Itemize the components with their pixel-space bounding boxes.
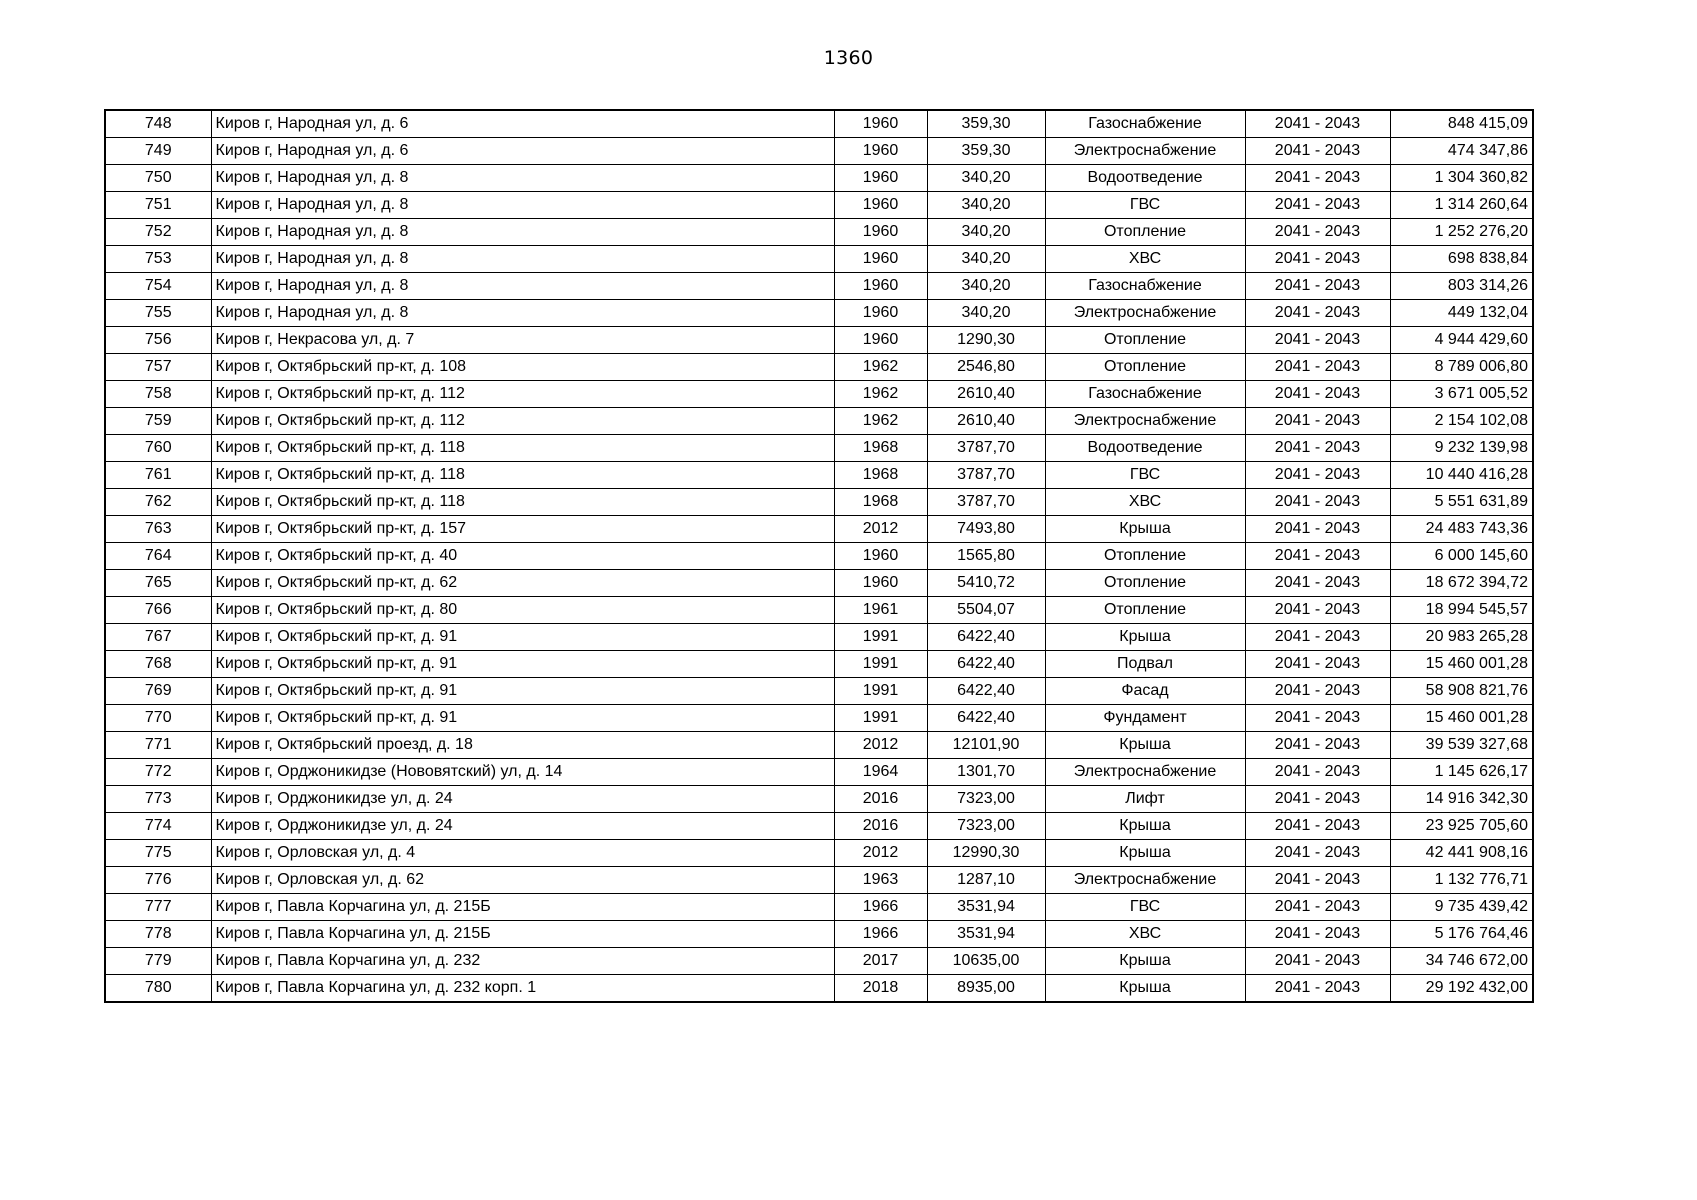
cost-cell: 58 908 821,76	[1390, 678, 1533, 705]
address-cell: Киров г, Октябрьский пр-кт, д. 91	[211, 624, 834, 651]
area-cell: 340,20	[927, 219, 1045, 246]
address-cell: Киров г, Октябрьский пр-кт, д. 118	[211, 435, 834, 462]
work-type-cell: Электроснабжение	[1045, 300, 1245, 327]
address-cell: Киров г, Октябрьский пр-кт, д. 112	[211, 381, 834, 408]
period-cell: 2041 - 2043	[1245, 273, 1390, 300]
table-row	[105, 138, 1533, 165]
work-type-cell: Электроснабжение	[1045, 408, 1245, 435]
period-cell: 2041 - 2043	[1245, 327, 1390, 354]
build-year-cell: 1960	[834, 219, 927, 246]
address-cell: Киров г, Народная ул, д. 6	[211, 138, 834, 165]
period-cell: 2041 - 2043	[1245, 381, 1390, 408]
row-number-cell: 773	[105, 786, 211, 813]
table-row	[105, 975, 1533, 1003]
area-cell: 3531,94	[927, 894, 1045, 921]
table-row	[105, 759, 1533, 786]
table-row	[105, 462, 1533, 489]
table-row	[105, 570, 1533, 597]
table-row	[105, 624, 1533, 651]
cost-cell: 2 154 102,08	[1390, 408, 1533, 435]
work-type-cell: Отопление	[1045, 543, 1245, 570]
period-cell: 2041 - 2043	[1245, 435, 1390, 462]
cost-cell: 6 000 145,60	[1390, 543, 1533, 570]
period-cell: 2041 - 2043	[1245, 651, 1390, 678]
table-row	[105, 732, 1533, 759]
area-cell: 1301,70	[927, 759, 1045, 786]
address-cell: Киров г, Октябрьский пр-кт, д. 40	[211, 543, 834, 570]
row-number-cell: 763	[105, 516, 211, 543]
work-type-cell: Крыша	[1045, 975, 1245, 1003]
address-cell: Киров г, Орджоникидзе ул, д. 24	[211, 813, 834, 840]
table-row	[105, 300, 1533, 327]
area-cell: 6422,40	[927, 678, 1045, 705]
row-number-cell: 761	[105, 462, 211, 489]
work-type-cell: Отопление	[1045, 597, 1245, 624]
address-cell: Киров г, Октябрьский пр-кт, д. 91	[211, 651, 834, 678]
build-year-cell: 1962	[834, 354, 927, 381]
build-year-cell: 2016	[834, 786, 927, 813]
build-year-cell: 2012	[834, 516, 927, 543]
work-type-cell: Водоотведение	[1045, 165, 1245, 192]
cost-cell: 1 314 260,64	[1390, 192, 1533, 219]
area-cell: 8935,00	[927, 975, 1045, 1003]
build-year-cell: 2012	[834, 732, 927, 759]
work-type-cell: Фасад	[1045, 678, 1245, 705]
address-cell: Киров г, Октябрьский пр-кт, д. 91	[211, 705, 834, 732]
row-number-cell: 777	[105, 894, 211, 921]
address-cell: Киров г, Народная ул, д. 6	[211, 110, 834, 138]
table-row	[105, 435, 1533, 462]
address-cell: Киров г, Народная ул, д. 8	[211, 300, 834, 327]
cost-cell: 18 672 394,72	[1390, 570, 1533, 597]
row-number-cell: 755	[105, 300, 211, 327]
area-cell: 3531,94	[927, 921, 1045, 948]
table-body	[105, 110, 1533, 1002]
area-cell: 5504,07	[927, 597, 1045, 624]
area-cell: 1565,80	[927, 543, 1045, 570]
work-type-cell: ХВС	[1045, 489, 1245, 516]
build-year-cell: 1960	[834, 273, 927, 300]
build-year-cell: 1991	[834, 705, 927, 732]
area-cell: 1287,10	[927, 867, 1045, 894]
row-number-cell: 769	[105, 678, 211, 705]
address-cell: Киров г, Орловская ул, д. 62	[211, 867, 834, 894]
build-year-cell: 1960	[834, 570, 927, 597]
build-year-cell: 1968	[834, 435, 927, 462]
build-year-cell: 1960	[834, 165, 927, 192]
work-type-cell: Газоснабжение	[1045, 381, 1245, 408]
build-year-cell: 1960	[834, 246, 927, 273]
build-year-cell: 1966	[834, 894, 927, 921]
cost-cell: 698 838,84	[1390, 246, 1533, 273]
row-number-cell: 762	[105, 489, 211, 516]
work-type-cell: Крыша	[1045, 840, 1245, 867]
build-year-cell: 1960	[834, 300, 927, 327]
table-row	[105, 246, 1533, 273]
area-cell: 6422,40	[927, 705, 1045, 732]
row-number-cell: 764	[105, 543, 211, 570]
cost-cell: 39 539 327,68	[1390, 732, 1533, 759]
area-cell: 12990,30	[927, 840, 1045, 867]
address-cell: Киров г, Народная ул, д. 8	[211, 246, 834, 273]
row-number-cell: 760	[105, 435, 211, 462]
period-cell: 2041 - 2043	[1245, 732, 1390, 759]
work-type-cell: Крыша	[1045, 516, 1245, 543]
area-cell: 7323,00	[927, 813, 1045, 840]
address-cell: Киров г, Октябрьский пр-кт, д. 112	[211, 408, 834, 435]
period-cell: 2041 - 2043	[1245, 408, 1390, 435]
period-cell: 2041 - 2043	[1245, 975, 1390, 1003]
row-number-cell: 754	[105, 273, 211, 300]
period-cell: 2041 - 2043	[1245, 894, 1390, 921]
address-cell: Киров г, Народная ул, д. 8	[211, 165, 834, 192]
area-cell: 2610,40	[927, 381, 1045, 408]
build-year-cell: 1968	[834, 462, 927, 489]
work-type-cell: Крыша	[1045, 624, 1245, 651]
table-row	[105, 273, 1533, 300]
work-type-cell: Электроснабжение	[1045, 867, 1245, 894]
area-cell: 1290,30	[927, 327, 1045, 354]
row-number-cell: 759	[105, 408, 211, 435]
cost-cell: 29 192 432,00	[1390, 975, 1533, 1003]
work-type-cell: Отопление	[1045, 219, 1245, 246]
cost-cell: 18 994 545,57	[1390, 597, 1533, 624]
address-cell: Киров г, Орджоникидзе (Нововятский) ул, д. 14	[211, 759, 834, 786]
table-row	[105, 867, 1533, 894]
row-number-cell: 775	[105, 840, 211, 867]
table-row	[105, 408, 1533, 435]
cost-cell: 9 735 439,42	[1390, 894, 1533, 921]
table-row	[105, 516, 1533, 543]
period-cell: 2041 - 2043	[1245, 246, 1390, 273]
address-cell: Киров г, Орджоникидзе ул, д. 24	[211, 786, 834, 813]
work-type-cell: Отопление	[1045, 354, 1245, 381]
area-cell: 2546,80	[927, 354, 1045, 381]
cost-cell: 8 789 006,80	[1390, 354, 1533, 381]
work-type-cell: ХВС	[1045, 246, 1245, 273]
row-number-cell: 772	[105, 759, 211, 786]
address-cell: Киров г, Орловская ул, д. 4	[211, 840, 834, 867]
cost-cell: 1 132 776,71	[1390, 867, 1533, 894]
row-number-cell: 765	[105, 570, 211, 597]
cost-cell: 23 925 705,60	[1390, 813, 1533, 840]
period-cell: 2041 - 2043	[1245, 192, 1390, 219]
work-type-cell: Крыша	[1045, 732, 1245, 759]
address-cell: Киров г, Октябрьский пр-кт, д. 157	[211, 516, 834, 543]
row-number-cell: 780	[105, 975, 211, 1003]
build-year-cell: 2018	[834, 975, 927, 1003]
cost-cell: 42 441 908,16	[1390, 840, 1533, 867]
build-year-cell: 1968	[834, 489, 927, 516]
build-year-cell: 2012	[834, 840, 927, 867]
area-cell: 3787,70	[927, 435, 1045, 462]
table-row	[105, 651, 1533, 678]
area-cell: 340,20	[927, 246, 1045, 273]
build-year-cell: 1962	[834, 381, 927, 408]
cost-cell: 24 483 743,36	[1390, 516, 1533, 543]
row-number-cell: 768	[105, 651, 211, 678]
work-type-cell: ХВС	[1045, 921, 1245, 948]
area-cell: 3787,70	[927, 489, 1045, 516]
table-row	[105, 597, 1533, 624]
area-cell: 2610,40	[927, 408, 1045, 435]
row-number-cell: 753	[105, 246, 211, 273]
table-row	[105, 381, 1533, 408]
area-cell: 340,20	[927, 165, 1045, 192]
table-row	[105, 354, 1533, 381]
table-row	[105, 489, 1533, 516]
period-cell: 2041 - 2043	[1245, 678, 1390, 705]
area-cell: 7323,00	[927, 786, 1045, 813]
area-cell: 3787,70	[927, 462, 1045, 489]
period-cell: 2041 - 2043	[1245, 300, 1390, 327]
build-year-cell: 1960	[834, 543, 927, 570]
row-number-cell: 770	[105, 705, 211, 732]
row-number-cell: 778	[105, 921, 211, 948]
table-row	[105, 327, 1533, 354]
address-cell: Киров г, Октябрьский пр-кт, д. 91	[211, 678, 834, 705]
row-number-cell: 779	[105, 948, 211, 975]
table-row	[105, 786, 1533, 813]
cost-cell: 20 983 265,28	[1390, 624, 1533, 651]
cost-cell: 1 252 276,20	[1390, 219, 1533, 246]
period-cell: 2041 - 2043	[1245, 867, 1390, 894]
area-cell: 6422,40	[927, 624, 1045, 651]
work-type-cell: Фундамент	[1045, 705, 1245, 732]
cost-cell: 1 304 360,82	[1390, 165, 1533, 192]
cost-cell: 1 145 626,17	[1390, 759, 1533, 786]
address-cell: Киров г, Народная ул, д. 8	[211, 273, 834, 300]
address-cell: Киров г, Павла Корчагина ул, д. 215Б	[211, 894, 834, 921]
page-number: 1360	[823, 47, 874, 69]
area-cell: 12101,90	[927, 732, 1045, 759]
address-cell: Киров г, Народная ул, д. 8	[211, 192, 834, 219]
row-number-cell: 751	[105, 192, 211, 219]
repair-schedule-table	[104, 109, 1534, 1003]
table-row	[105, 678, 1533, 705]
cost-cell: 9 232 139,98	[1390, 435, 1533, 462]
period-cell: 2041 - 2043	[1245, 110, 1390, 138]
address-cell: Киров г, Октябрьский пр-кт, д. 118	[211, 462, 834, 489]
cost-cell: 15 460 001,28	[1390, 705, 1533, 732]
work-type-cell: Отопление	[1045, 327, 1245, 354]
table-row	[105, 192, 1533, 219]
build-year-cell: 2016	[834, 813, 927, 840]
area-cell: 359,30	[927, 110, 1045, 138]
period-cell: 2041 - 2043	[1245, 354, 1390, 381]
period-cell: 2041 - 2043	[1245, 786, 1390, 813]
cost-cell: 4 944 429,60	[1390, 327, 1533, 354]
build-year-cell: 1991	[834, 624, 927, 651]
work-type-cell: Лифт	[1045, 786, 1245, 813]
table-row	[105, 165, 1533, 192]
area-cell: 7493,80	[927, 516, 1045, 543]
cost-cell: 803 314,26	[1390, 273, 1533, 300]
period-cell: 2041 - 2043	[1245, 165, 1390, 192]
row-number-cell: 774	[105, 813, 211, 840]
area-cell: 340,20	[927, 273, 1045, 300]
table-row	[105, 948, 1533, 975]
row-number-cell: 748	[105, 110, 211, 138]
address-cell: Киров г, Октябрьский пр-кт, д. 118	[211, 489, 834, 516]
period-cell: 2041 - 2043	[1245, 516, 1390, 543]
row-number-cell: 767	[105, 624, 211, 651]
address-cell: Киров г, Некрасова ул, д. 7	[211, 327, 834, 354]
address-cell: Киров г, Октябрьский пр-кт, д. 80	[211, 597, 834, 624]
period-cell: 2041 - 2043	[1245, 840, 1390, 867]
build-year-cell: 1966	[834, 921, 927, 948]
address-cell: Киров г, Народная ул, д. 8	[211, 219, 834, 246]
build-year-cell: 1960	[834, 327, 927, 354]
address-cell: Киров г, Октябрьский пр-кт, д. 62	[211, 570, 834, 597]
cost-cell: 14 916 342,30	[1390, 786, 1533, 813]
row-number-cell: 752	[105, 219, 211, 246]
cost-cell: 3 671 005,52	[1390, 381, 1533, 408]
table-row	[105, 813, 1533, 840]
work-type-cell: Водоотведение	[1045, 435, 1245, 462]
work-type-cell: Отопление	[1045, 570, 1245, 597]
period-cell: 2041 - 2043	[1245, 921, 1390, 948]
table-row	[105, 894, 1533, 921]
build-year-cell: 2017	[834, 948, 927, 975]
period-cell: 2041 - 2043	[1245, 624, 1390, 651]
address-cell: Киров г, Павла Корчагина ул, д. 232 корп. 1	[211, 975, 834, 1003]
work-type-cell: ГВС	[1045, 192, 1245, 219]
table-row	[105, 219, 1533, 246]
cost-cell: 34 746 672,00	[1390, 948, 1533, 975]
build-year-cell: 1991	[834, 651, 927, 678]
build-year-cell: 1960	[834, 138, 927, 165]
work-type-cell: Крыша	[1045, 813, 1245, 840]
area-cell: 340,20	[927, 192, 1045, 219]
area-cell: 10635,00	[927, 948, 1045, 975]
area-cell: 359,30	[927, 138, 1045, 165]
table-row	[105, 921, 1533, 948]
period-cell: 2041 - 2043	[1245, 489, 1390, 516]
table-row	[105, 543, 1533, 570]
address-cell: Киров г, Октябрьский пр-кт, д. 108	[211, 354, 834, 381]
period-cell: 2041 - 2043	[1245, 570, 1390, 597]
address-cell: Киров г, Павла Корчагина ул, д. 215Б	[211, 921, 834, 948]
period-cell: 2041 - 2043	[1245, 948, 1390, 975]
period-cell: 2041 - 2043	[1245, 813, 1390, 840]
table-row	[105, 840, 1533, 867]
cost-cell: 5 176 764,46	[1390, 921, 1533, 948]
build-year-cell: 1962	[834, 408, 927, 435]
area-cell: 340,20	[927, 300, 1045, 327]
period-cell: 2041 - 2043	[1245, 543, 1390, 570]
period-cell: 2041 - 2043	[1245, 138, 1390, 165]
build-year-cell: 1960	[834, 192, 927, 219]
work-type-cell: ГВС	[1045, 462, 1245, 489]
area-cell: 6422,40	[927, 651, 1045, 678]
work-type-cell: ГВС	[1045, 894, 1245, 921]
build-year-cell: 1991	[834, 678, 927, 705]
work-type-cell: Электроснабжение	[1045, 138, 1245, 165]
table-row	[105, 705, 1533, 732]
row-number-cell: 758	[105, 381, 211, 408]
period-cell: 2041 - 2043	[1245, 219, 1390, 246]
row-number-cell: 750	[105, 165, 211, 192]
work-type-cell: Электроснабжение	[1045, 759, 1245, 786]
work-type-cell: Газоснабжение	[1045, 110, 1245, 138]
address-cell: Киров г, Павла Корчагина ул, д. 232	[211, 948, 834, 975]
build-year-cell: 1961	[834, 597, 927, 624]
cost-cell: 449 132,04	[1390, 300, 1533, 327]
build-year-cell: 1960	[834, 110, 927, 138]
row-number-cell: 771	[105, 732, 211, 759]
work-type-cell: Подвал	[1045, 651, 1245, 678]
row-number-cell: 756	[105, 327, 211, 354]
area-cell: 5410,72	[927, 570, 1045, 597]
row-number-cell: 776	[105, 867, 211, 894]
work-type-cell: Крыша	[1045, 948, 1245, 975]
cost-cell: 5 551 631,89	[1390, 489, 1533, 516]
period-cell: 2041 - 2043	[1245, 705, 1390, 732]
work-type-cell: Газоснабжение	[1045, 273, 1245, 300]
table-row	[105, 110, 1533, 138]
build-year-cell: 1963	[834, 867, 927, 894]
row-number-cell: 757	[105, 354, 211, 381]
build-year-cell: 1964	[834, 759, 927, 786]
period-cell: 2041 - 2043	[1245, 597, 1390, 624]
row-number-cell: 749	[105, 138, 211, 165]
cost-cell: 10 440 416,28	[1390, 462, 1533, 489]
row-number-cell: 766	[105, 597, 211, 624]
cost-cell: 15 460 001,28	[1390, 651, 1533, 678]
cost-cell: 474 347,86	[1390, 138, 1533, 165]
address-cell: Киров г, Октябрьский проезд, д. 18	[211, 732, 834, 759]
period-cell: 2041 - 2043	[1245, 462, 1390, 489]
cost-cell: 848 415,09	[1390, 110, 1533, 138]
period-cell: 2041 - 2043	[1245, 759, 1390, 786]
